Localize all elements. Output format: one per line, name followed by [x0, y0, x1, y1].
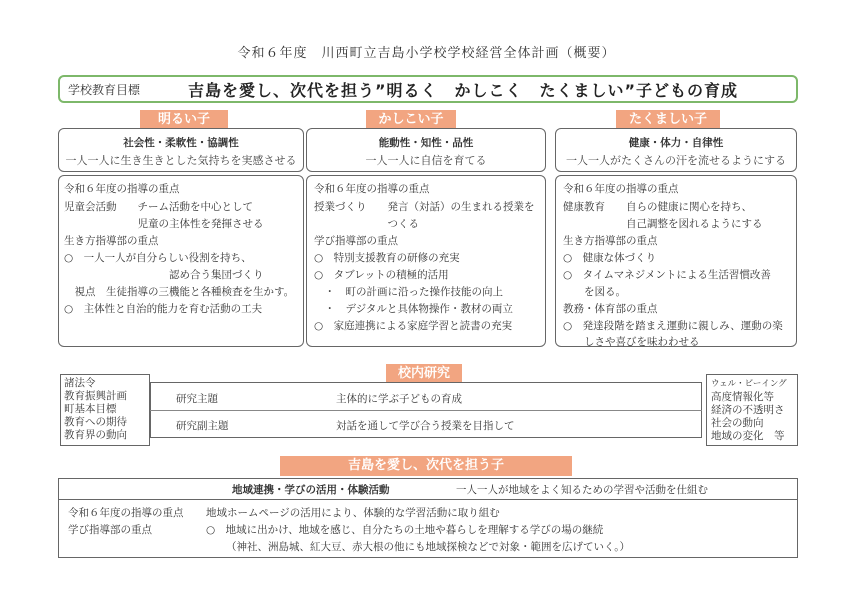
tag-research: 校内研究 — [386, 364, 462, 384]
col3-motto: 一人一人がたくさんの汗を流せるようにする — [566, 154, 786, 167]
col1-line: 視点 生徒指導の三機能と各種検査を生かす。 — [64, 286, 295, 298]
research-sub-label: 研究副主題 — [176, 420, 229, 432]
research-main-value: 主体的に学ぶ子どもの育成 — [336, 393, 462, 405]
school-goal-text: 吉島を愛し、次代を担う”明るく かしこく たくましい”子どもの育成 — [188, 81, 739, 100]
left-note: 教育への期待 — [64, 416, 127, 428]
left-note: 町基本目標 — [64, 403, 117, 415]
tag-kashikoi: かしこい子 — [366, 110, 456, 130]
research-main-label: 研究主題 — [176, 393, 218, 405]
left-notes — [64, 377, 127, 442]
col1-line: 児童の主体性を発揮させる — [64, 218, 264, 230]
tag-takumashii: たくましい子 — [616, 110, 720, 130]
col1-motto: 一人一人に生き生きとした気持ちを実感させる — [65, 154, 297, 167]
col3-line: ○ 発達段階を踏まえ運動に親しみ、運動の楽 — [563, 320, 783, 332]
page-title: 令和６年度 川西町立吉島小学校学校経営全体計画（概要） — [237, 46, 616, 61]
community-row1-label: 令和６年度の指導の重点 — [68, 507, 184, 519]
col3-line: 自己調整を図れるようにする — [563, 218, 763, 230]
col3-line: ○ 健康な体づくり — [563, 252, 657, 264]
community-header-left: 地域連携・学びの活用・体験活動 — [232, 484, 390, 496]
col3-line: ○ タイムマネジメントによる生活習慣改善 — [563, 269, 771, 281]
right-note: 地域の変化 等 — [711, 430, 785, 442]
col1-line: 認め合う集団づくり — [64, 269, 264, 281]
community-row1-text: 地域ホームページの活用により、体験的な学習活動に取り組む — [206, 507, 500, 519]
research-sub-value: 対話を通して学び合う授業を目指して — [336, 420, 515, 432]
col3-line: を図る。 — [563, 286, 626, 298]
col2-line: ・ デジタルと具体物操作・教材の両立 — [314, 303, 513, 315]
tag-community: 吉島を愛し、次代を担う子 — [280, 456, 572, 476]
tag-akarui: 明るい子 — [140, 110, 228, 130]
col2-line: 令和６年度の指導の重点 — [314, 183, 430, 195]
community-header-right: 一人一人が地域をよく知るための学習や活動を仕組む — [456, 484, 708, 496]
right-notes — [711, 378, 787, 443]
col3-qualities: 健康・体力・自律性 — [628, 137, 724, 149]
community-row2-label: 学び指導部の重点 — [68, 524, 152, 536]
col2-line: つくる — [314, 218, 419, 230]
col2-line: ○ 特別支援教育の研修の充実 — [314, 252, 460, 264]
col1-line: ○ 主体性と自治的能力を育む活動の工夫 — [64, 303, 263, 315]
col2-line: ・ 町の計画に沿った操作技能の向上 — [314, 286, 503, 298]
col2-line: ○ タブレットの積極的活用 — [314, 269, 449, 281]
right-note: ウェル・ビーイング — [711, 379, 787, 389]
col3-line: 教務・体育部の重点 — [563, 303, 658, 315]
col1-line: 生き方指導部の重点 — [64, 235, 159, 247]
right-note: 経済の不透明さ — [711, 404, 785, 416]
community-row3-text: （神社、洲島城、紅大豆、赤大根の他にも地域探検などで対象・範囲を広げていく。） — [226, 541, 631, 553]
left-note: 諸法令 — [64, 377, 96, 389]
left-note: 教育界の動向 — [64, 429, 127, 441]
community-row2-text: ○ 地域に出かけ、地域を感じ、自分たちの土地や暮らしを理解する学びの場の継続 — [206, 524, 604, 536]
left-note: 教育振興計画 — [64, 390, 127, 402]
col2-motto: 一人一人に自信を育てる — [365, 154, 487, 167]
right-note: 社会の動向 — [711, 417, 764, 429]
col2-line: 学び指導部の重点 — [314, 235, 398, 247]
col3-line: 生き方指導部の重点 — [563, 235, 658, 247]
col3-line: 令和６年度の指導の重点 — [563, 183, 679, 195]
col2-line: 授業づくり 発言（対話）の生まれる授業を — [314, 201, 535, 213]
col1-line: ○ 一人一人が自分らしい役割を持ち、 — [64, 252, 252, 264]
col1-qualities: 社会性・柔軟性・協調性 — [123, 137, 239, 149]
col3-line: しさや喜びを味わわせる — [563, 336, 700, 348]
col1-line: 児童会活動 チーム活動を中心として — [64, 201, 253, 213]
col2-qualities: 能動性・知性・品性 — [378, 137, 474, 149]
school-goal-label: 学校教育目標 — [68, 83, 141, 97]
research-divider — [150, 410, 702, 411]
col3-line: 健康教育 自らの健康に関心を持ち、 — [563, 201, 752, 213]
col2-line: ○ 家庭連携による家庭学習と読書の充実 — [314, 320, 513, 332]
col1-line: 令和６年度の指導の重点 — [64, 183, 180, 195]
right-note: 高度情報化等 — [711, 391, 774, 403]
